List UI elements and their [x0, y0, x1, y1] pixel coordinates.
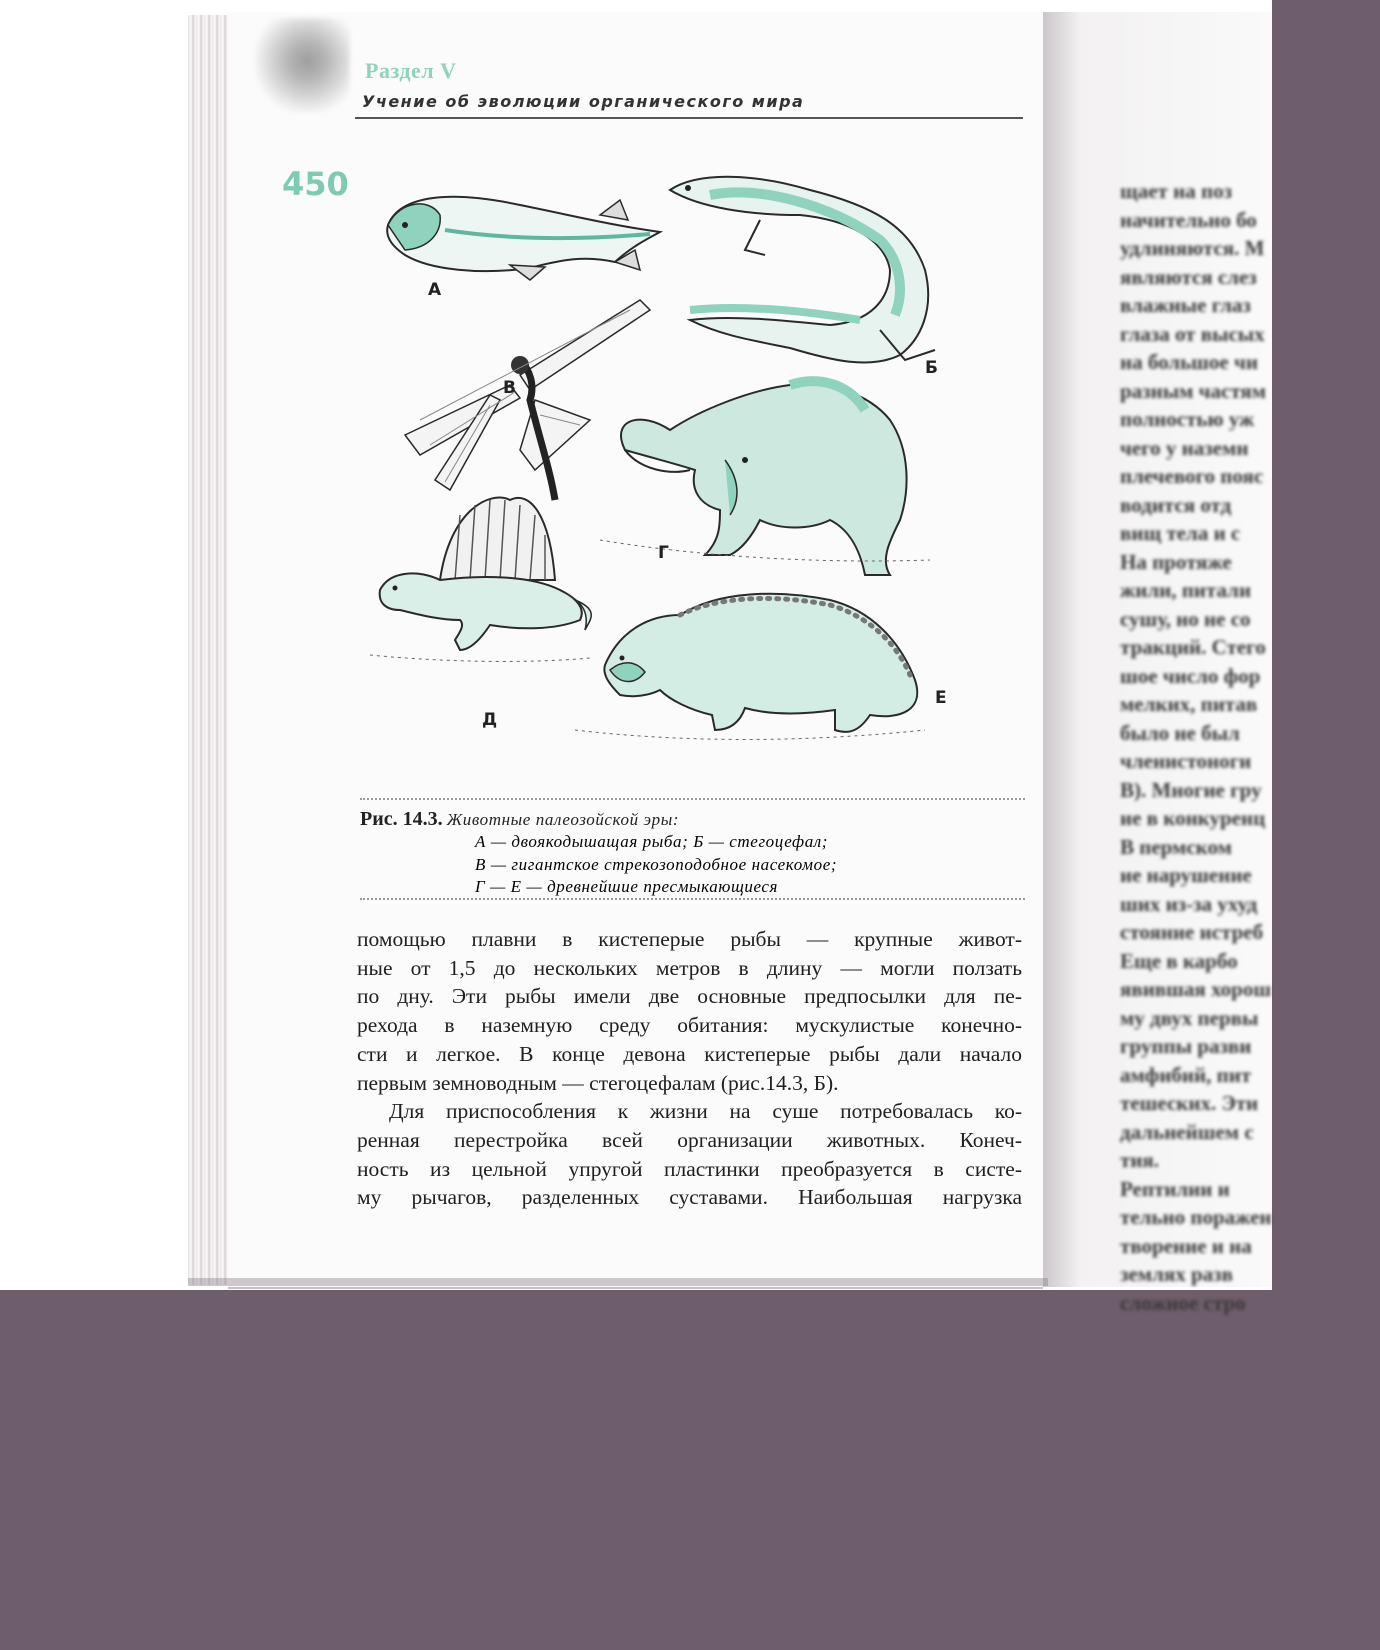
right-page-text	[1120, 177, 1380, 1317]
right-page-line: являются слез	[1120, 264, 1257, 289]
right-page-line: глаза от высых	[1120, 321, 1265, 346]
right-page-line: ие в конкуренц	[1120, 806, 1266, 830]
figure-caption	[360, 808, 679, 831]
right-page-line: землях разв	[1120, 1262, 1233, 1286]
right-page-line: полностью уж	[1120, 407, 1255, 431]
body-line: ность из цельной упругой пластинки преобразуется в систе-	[357, 1156, 1022, 1181]
fish-illustration	[387, 197, 660, 280]
right-page-line: разным частям	[1120, 378, 1267, 403]
caption-rule-bottom	[360, 898, 1025, 901]
right-page-line: В пермском	[1120, 834, 1232, 859]
header-rule	[355, 117, 1023, 119]
body-line: сти и легкое. В конце девона кистеперые рыбы дали начало	[357, 1041, 1022, 1066]
figure-svg	[360, 170, 1020, 780]
right-page-line: стояние истреб	[1120, 920, 1264, 944]
body-line: рехода в наземную среду обитания: мускулистые конечно-	[357, 1013, 1022, 1038]
right-page-line: тельно поражен	[1120, 1205, 1272, 1229]
right-page-line: чего у наземн	[1120, 435, 1249, 460]
right-page-line: жили, питали	[1120, 578, 1252, 602]
right-page-line: вищ тела и с	[1120, 521, 1241, 545]
stegocephalian-illustration	[670, 177, 935, 363]
page-number: 450	[282, 165, 349, 203]
right-page-line: мелких, питав	[1120, 692, 1258, 716]
figure-label-v: В	[503, 378, 516, 398]
right-page-line: удлиняются. М	[1120, 236, 1265, 260]
caption-figure-number: Рис. 14.3.	[360, 808, 443, 830]
figure-label-a: А	[428, 280, 442, 300]
right-page-line: явившая хорош	[1120, 977, 1272, 1001]
body-line: ренная перестройка всей организации животных. Конеч-	[357, 1127, 1022, 1152]
figure-label-d: Д	[482, 710, 498, 730]
right-page-line: творение и на	[1120, 1233, 1252, 1258]
right-page-line: группы разви	[1120, 1034, 1252, 1058]
body-line: му рычагов, разделенных суставами. Наибольшая нагрузка	[357, 1185, 1022, 1210]
right-page-line: му двух первы	[1120, 1005, 1259, 1030]
right-page	[1040, 12, 1272, 1315]
figure-illustration	[360, 170, 1020, 780]
right-page-line: водится отд	[1120, 492, 1232, 517]
section-thumbnail-image	[255, 18, 350, 113]
dimetrodon-illustration	[370, 498, 591, 662]
pareiasaur-illustration	[575, 594, 925, 740]
right-page-line: дальнейшем с	[1120, 1119, 1254, 1144]
right-page-line: тешеских. Эти	[1120, 1091, 1259, 1115]
body-line: по дну. Эти рыбы имели две основные предпосылки для пе-	[357, 984, 1022, 1009]
right-page-line: начительно бо	[1120, 207, 1257, 232]
section-subtitle: Учение об эволюции органического мира	[362, 92, 805, 111]
right-page-line: ших из-за ухуд	[1120, 891, 1258, 916]
right-page-line: было не был	[1120, 720, 1240, 745]
right-page-line: тия.	[1120, 1148, 1160, 1172]
right-page-line: На протяже	[1120, 549, 1232, 574]
body-line: помощью плавни в кистеперые рыбы — крупные живот-	[357, 927, 1022, 951]
figure-label-g: Г	[658, 543, 669, 563]
body-line: ные от 1,5 до нескольких метров в длину — могли ползать	[357, 955, 1022, 980]
figure-label-e: Е	[935, 688, 947, 708]
body-line: Для приспособления к жизни на суше потребовалась ко-	[389, 1099, 1022, 1124]
dragonfly-illustration	[405, 300, 650, 500]
right-page-line: сушу, но не со	[1120, 606, 1251, 631]
right-page-line: Рептилии и	[1120, 1176, 1230, 1201]
page-bottom-shadow	[188, 1278, 1048, 1286]
right-page-line: шое число фор	[1120, 663, 1261, 688]
caption-title: Животные палеозойской эры:	[446, 810, 680, 829]
right-page-line: на большое чи	[1120, 350, 1258, 374]
caption-rule-top	[360, 798, 1025, 801]
right-page-line: влажные глаз	[1120, 293, 1251, 317]
caption-line: Г — Е — древнейшие пресмыкающиеся	[475, 877, 779, 896]
right-page-line: сложное стро	[1120, 1290, 1246, 1315]
right-page-line: плечевого пояс	[1120, 464, 1264, 488]
caption-line: А — двоякодышащая рыба; Б — стегоцефал;	[475, 832, 829, 851]
caption-line: В — гигантское стрекозоподобное насекомое;	[475, 855, 838, 874]
right-page-line: щает на поз	[1120, 179, 1233, 203]
right-page-line: Еще в карбо	[1120, 948, 1238, 973]
body-line: первым земноводным — стегоцефалам (рис.14.3, Б).	[357, 1070, 839, 1095]
right-page-line: амфибий, пит	[1120, 1062, 1252, 1087]
section-title: Раздел V	[365, 58, 457, 83]
figure-label-b: Б	[925, 358, 938, 378]
reptile-g-illustration	[600, 381, 930, 575]
right-page-line: членистоноги	[1120, 749, 1252, 773]
right-page-line: ие нарушение	[1120, 863, 1252, 887]
body-text	[357, 925, 1022, 1212]
right-page-line: тракций. Стего	[1120, 635, 1266, 659]
right-page-line: В). Многие гру	[1120, 777, 1262, 802]
